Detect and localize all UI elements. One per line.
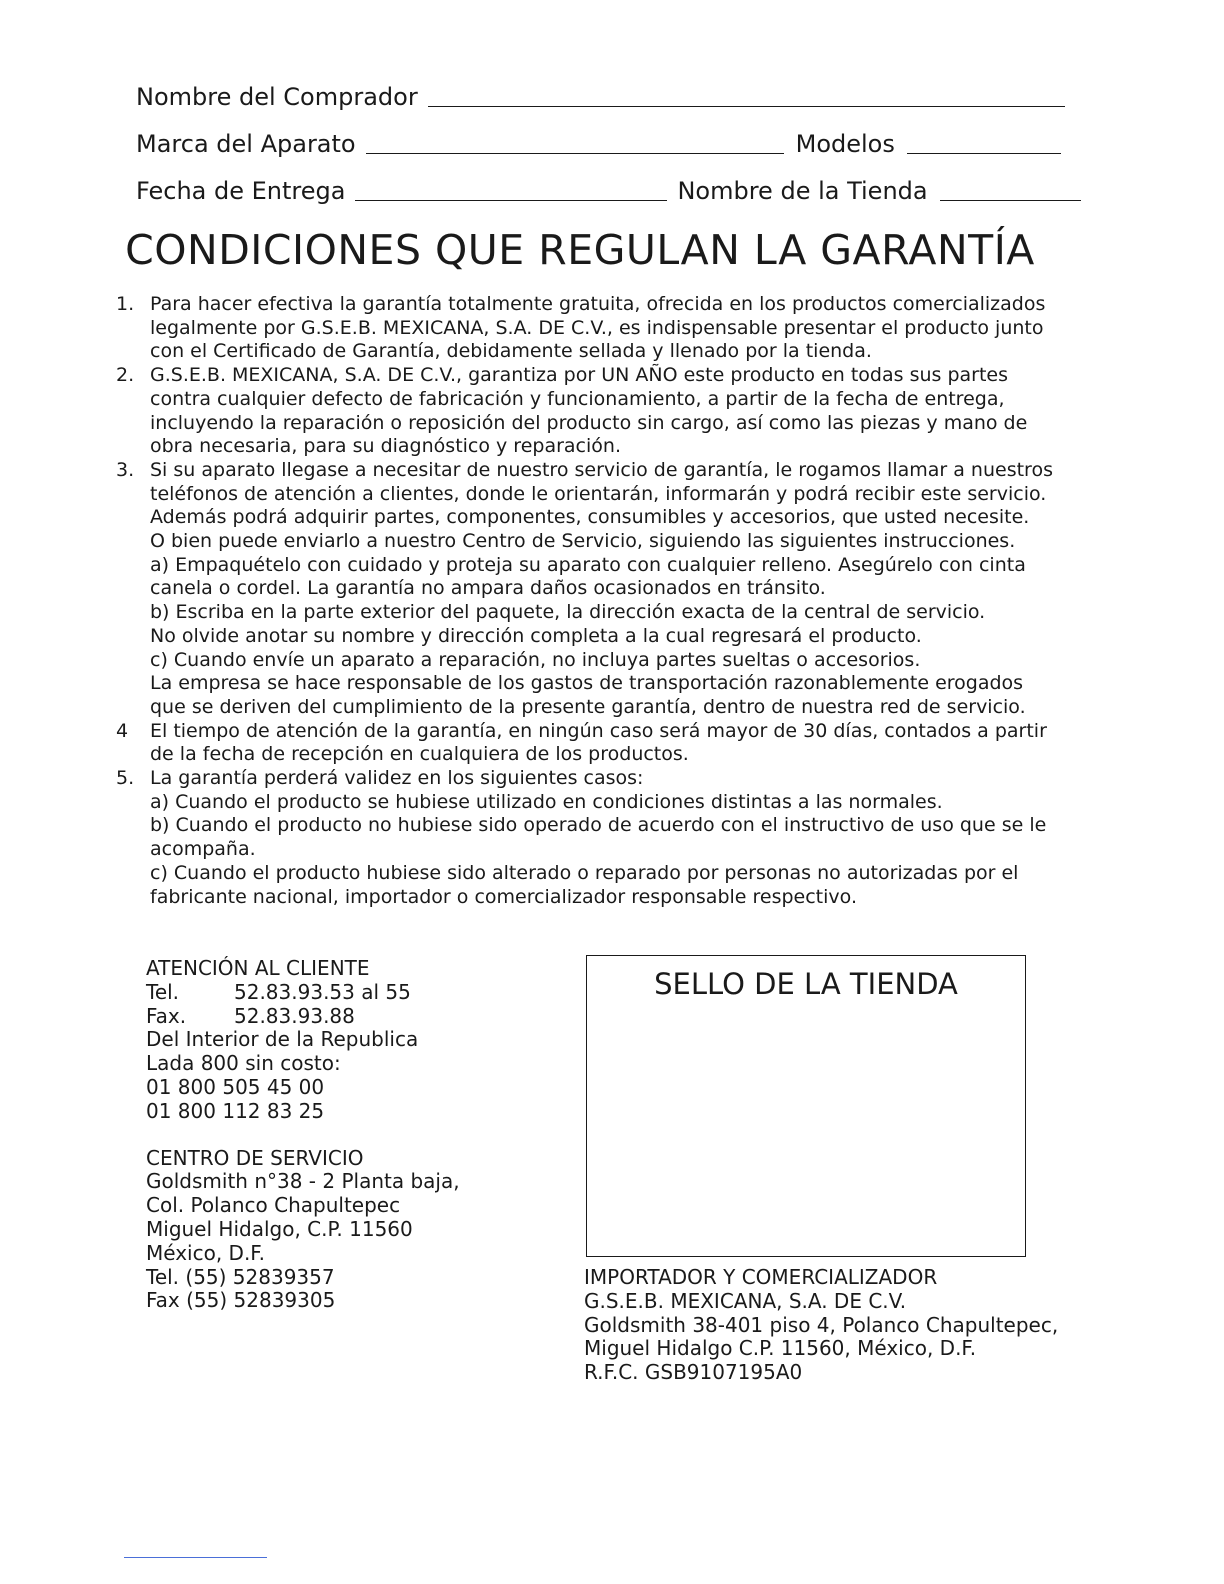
service-center-heading: CENTRO DE SERVICIO <box>146 1145 364 1170</box>
condition-item <box>116 293 1076 364</box>
condition-line: G.S.E.B. MEXICANA, S.A. DE C.V., garantiza por UN AÑO este producto en todas sus partes <box>150 364 1008 387</box>
condition-line: c) Cuando envíe un aparato a reparación, no incluya partes sueltas o accesorios. <box>150 648 921 671</box>
brand-field[interactable] <box>366 131 784 154</box>
models-label: Modelos <box>795 130 895 158</box>
toll-free-1: 01 800 505 45 00 <box>146 1074 325 1099</box>
delivery-row <box>136 176 1081 206</box>
condition-line: a) Cuando el producto se hubiese utilizado en condiciones distintas a las normales. <box>150 790 943 813</box>
importer-info <box>584 1266 1058 1385</box>
interior-line: Del Interior de la Republica <box>146 1027 419 1052</box>
tel-value: 52.83.93.53 al 55 <box>234 979 411 1004</box>
condition-line: canela o cordel. La garantía no ampara daños ocasionados en tránsito. <box>150 577 826 600</box>
condition-line: El tiempo de atención de la garantía, en ningún caso será mayor de 30 días, contados a partir <box>150 719 1047 742</box>
condition-item <box>116 459 1076 720</box>
conditions-list <box>116 293 1076 909</box>
brand-label: Marca del Aparato <box>136 130 356 158</box>
store-name-label: Nombre de la Tienda <box>677 177 928 205</box>
condition-number: 4 <box>116 719 129 742</box>
importer-heading: IMPORTADOR Y COMERCIALIZADOR <box>584 1265 938 1289</box>
brand-row <box>136 129 1061 159</box>
service-address-3: Miguel Hidalgo, C.P. 11560 <box>146 1216 413 1241</box>
delivery-date-field[interactable] <box>355 178 667 201</box>
store-stamp-title: SELLO DE LA TIENDA <box>654 967 958 1001</box>
lada-line: Lada 800 sin costo: <box>146 1051 341 1076</box>
footer-rule <box>124 1557 267 1558</box>
condition-line: b) Cuando el producto no hubiese sido operado de acuerdo con el instructivo de uso que se le <box>150 814 1047 837</box>
condition-number: 1. <box>116 293 135 315</box>
models-field[interactable] <box>907 131 1061 154</box>
condition-item <box>116 364 1076 459</box>
condition-line: contra cualquier defecto de fabricación y funcionamiento, a partir de la fecha de entrega, <box>150 387 1005 410</box>
condition-item <box>116 767 1076 909</box>
condition-line: La empresa se hace responsable de los gastos de transportación razonablemente erogados <box>150 672 1024 695</box>
condition-line: que se deriven del cumplimiento de la presente garantía, dentro de nuestra red de servicio. <box>150 695 1026 718</box>
condition-number: 3. <box>116 458 135 481</box>
contact-info <box>146 957 460 1313</box>
condition-number: 5. <box>116 767 135 790</box>
condition-line: O bien puede enviarlo a nuestro Centro de Servicio, siguiendo las siguientes instrucciones. <box>150 530 1016 553</box>
condition-line: a) Empaquételo con cuidado y proteja su aparato con cualquier relleno. Asegúrelo con cinta <box>150 553 1026 576</box>
condition-line: Para hacer efectiva la garantía totalmente gratuita, ofrecida en los productos comercializados <box>150 293 1046 315</box>
importer-company: G.S.E.B. MEXICANA, S.A. DE C.V. <box>584 1288 907 1313</box>
buyer-name-row <box>136 82 1065 112</box>
service-address-1: Goldsmith n°38 - 2 Planta baja, <box>146 1169 460 1194</box>
buyer-name-label: Nombre del Comprador <box>136 83 418 111</box>
toll-free-2: 01 800 112 83 25 <box>146 1098 325 1123</box>
store-name-field[interactable] <box>940 178 1081 201</box>
condition-line: Además podrá adquirir partes, componentes, consumibles y accesorios, que usted necesite. <box>150 506 1030 529</box>
condition-line: c) Cuando el producto hubiese sido alterado o reparado por personas no autorizadas por el <box>150 861 1019 884</box>
condition-number: 2. <box>116 364 135 387</box>
store-stamp-box <box>586 955 1026 1257</box>
fax-row <box>146 1005 460 1029</box>
condition-line: teléfonos de atención a clientes, donde le orientarán, informarán y podrá recibir este servicio. <box>150 482 1047 505</box>
condition-line: incluyendo la reparación o reposición del producto sin cargo, así como las piezas y mano de <box>150 411 1028 434</box>
condition-line: Si su aparato llegase a necesitar de nuestro servicio de garantía, le rogamos llamar a nuestros <box>150 458 1053 481</box>
condition-line: b) Escriba en la parte exterior del paquete, la dirección exacta de la central de servicio. <box>150 601 986 624</box>
condition-line: acompaña. <box>150 838 256 861</box>
service-address-4: México, D.F. <box>146 1240 265 1265</box>
tel-row <box>146 981 460 1005</box>
condition-line: legalmente por G.S.E.B. MEXICANA, S.A. DE C.V., es indispensable presentar el producto junto <box>150 316 1044 339</box>
condition-line: con el Certificado de Garantía, debidamente sellada y llenado por la tienda. <box>150 340 872 363</box>
service-tel: Tel. (55) 52839357 <box>146 1264 335 1289</box>
service-fax: Fax (55) 52839305 <box>146 1288 336 1313</box>
fax-value: 52.83.93.88 <box>234 1003 355 1028</box>
condition-line: fabricante nacional, importador o comercializador responsable respectivo. <box>150 885 857 908</box>
importer-rfc: R.F.C. GSB9107195A0 <box>584 1360 803 1385</box>
condition-line: No olvide anotar su nombre y dirección completa a la cual regresará el producto. <box>150 624 922 647</box>
tel-label: Tel. <box>146 979 180 1004</box>
page-title: CONDICIONES QUE REGULAN LA GARANTÍA <box>125 226 1035 274</box>
condition-line: obra necesaria, para su diagnóstico y reparación. <box>150 435 621 458</box>
importer-address-1: Goldsmith 38-401 piso 4, Polanco Chapultepec, <box>584 1312 1059 1337</box>
condition-line: La garantía perderá validez en los siguientes casos: <box>150 767 644 790</box>
buyer-name-field[interactable] <box>428 84 1065 107</box>
condition-line: de la fecha de recepción en cualquiera de los productos. <box>150 743 689 766</box>
condition-item <box>116 720 1076 767</box>
delivery-date-label: Fecha de Entrega <box>136 177 346 205</box>
fax-label: Fax. <box>146 1003 187 1028</box>
customer-service-heading: ATENCIÓN AL CLIENTE <box>146 956 370 980</box>
importer-address-2: Miguel Hidalgo C.P. 11560, México, D.F. <box>584 1336 977 1361</box>
service-address-2: Col. Polanco Chapultepec <box>146 1193 401 1218</box>
